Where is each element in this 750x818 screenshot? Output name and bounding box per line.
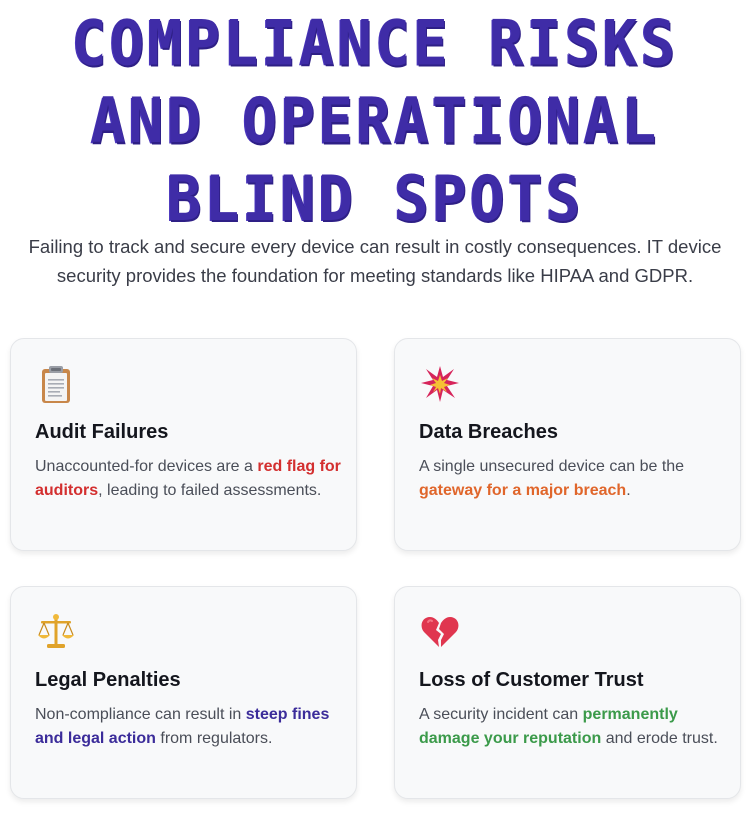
card-legal-penalties <box>10 586 357 799</box>
card-body: A security incident can permanently damage your reputation and erode trust. <box>419 706 718 747</box>
card-body: Non-compliance can result in steep fines and legal action from regulators. <box>35 706 330 747</box>
card-title: Loss of Customer Trust <box>419 669 644 691</box>
card-body: Unaccounted-for devices are a red flag for auditors, leading to failed assessments. <box>35 458 341 499</box>
card-highlight: red flag for auditors <box>35 458 341 499</box>
card-highlight: permanently damage your reputation <box>419 706 678 747</box>
broken-heart-icon <box>419 611 461 653</box>
card-highlight: gateway for a major breach <box>419 482 627 499</box>
card-title: Legal Penalties <box>35 669 181 691</box>
clipboard-icon <box>35 363 77 405</box>
page-title: COMPLIANCE RISKS AND OPERATIONAL BLIND SPOTS <box>71 6 679 236</box>
collision-icon <box>419 363 461 405</box>
card-data-breaches <box>394 338 741 551</box>
scales-icon <box>35 611 77 653</box>
intro-text: Failing to track and secure every device can result in costly consequences. IT device security provides the foundation for meeting standards like HIPAA and GDPR. <box>28 236 722 286</box>
card-title: Data Breaches <box>419 421 558 443</box>
card-audit-failures <box>10 338 357 551</box>
card-title: Audit Failures <box>35 421 169 443</box>
card-body: A single unsecured device can be the gateway for a major breach. <box>419 458 685 499</box>
card-loss-of-trust <box>394 586 741 799</box>
card-highlight: steep fines and legal action <box>35 706 330 747</box>
